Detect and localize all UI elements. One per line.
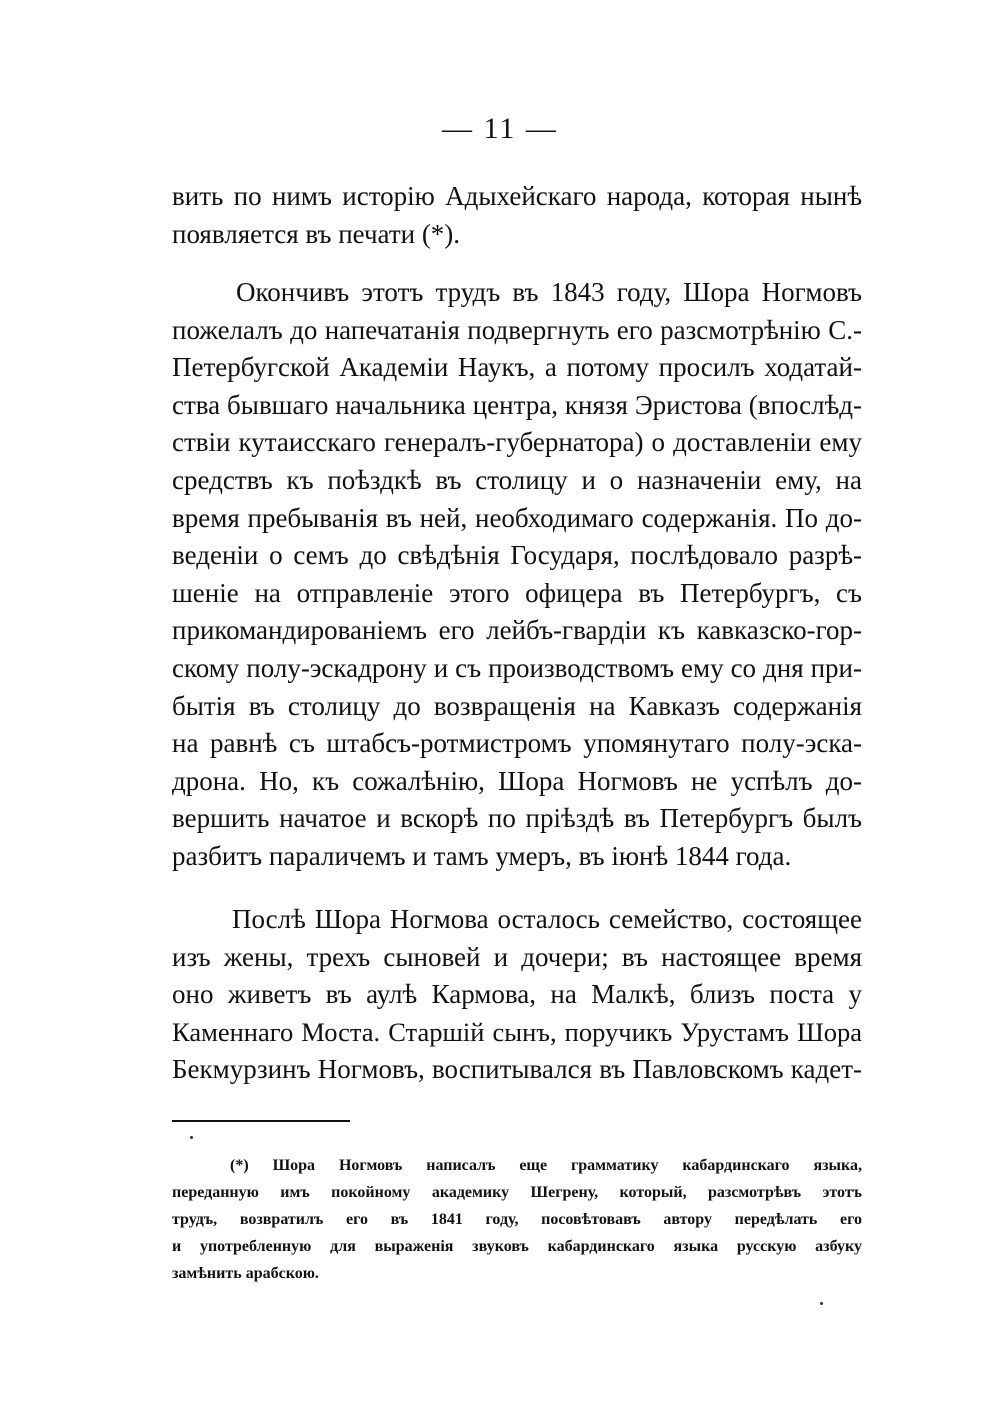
- footnote-divider: [172, 1120, 350, 1122]
- footnote-line: переданную имъ покойному академику Шегрену, который, разсмотрѣвъ этотъ: [172, 1184, 862, 1201]
- text-line: изъ жены, трехъ сыновей и дочери; въ настоящее время: [172, 941, 862, 972]
- text-line: средствъ къ поѣздкѣ въ столицу и о назначеніи ему, на: [172, 464, 862, 495]
- text-line: Послѣ Шора Ногмова осталось семейство, состоящее: [232, 904, 862, 934]
- paragraph-1: [172, 178, 862, 253]
- text-line: прикомандированіемъ его лейбъ-гвардіи къ кавказско-гор-: [172, 615, 862, 646]
- print-speck: [820, 1302, 823, 1305]
- text-line: Бекмурзинъ Ногмовъ, воспитывался въ Павловскомъ кадет-: [172, 1054, 862, 1085]
- text-line: Окончивъ этотъ трудъ въ 1843 году, Шора Ногмовъ: [236, 277, 862, 307]
- footnote: [172, 1152, 862, 1287]
- text-line: разбитъ параличемъ и тамъ умеръ, въ іюнѣ 1844 года.: [172, 840, 792, 871]
- text-line: бытія въ столицу до возвращенія на Кавказъ содержанія: [172, 690, 862, 721]
- footnote-line: замѣнить арабскою.: [172, 1265, 319, 1282]
- footnote-line: трудъ, возвратилъ его въ 1841 году, посовѣтовавъ автору передѣлать его: [172, 1211, 862, 1228]
- text-line: вить по нимъ исторію Адыхейскаго народа, которая нынѣ: [172, 181, 862, 211]
- page-number: — 11 —: [442, 112, 558, 145]
- text-line: появляется въ печати (*).: [172, 218, 461, 249]
- text-line: пожелалъ до напечатанія подвергнуть его разсмотрѣнію С.-: [172, 314, 862, 345]
- text-line: ства бывшаго начальника центра, князя Эристова (впослѣд-: [172, 389, 862, 420]
- text-line: вершить начатое и вскорѣ по пріѣздѣ въ Петербургъ былъ: [172, 803, 862, 834]
- text-line: оно живетъ въ аулѣ Кармова, на Малкѣ, близъ поста у: [172, 979, 862, 1010]
- text-line: Каменнаго Моста. Старшій сынъ, поручикъ Урустамъ Шора: [172, 1016, 862, 1047]
- text-line: дрона. Но, къ сожалѣнію, Шора Ногмовъ не успѣлъ до-: [172, 765, 862, 796]
- text-line: время пребыванія въ ней, необходимаго содержанія. По до-: [172, 502, 862, 533]
- text-line: на равнѣ съ штабсъ-ротмистромъ упомянутаго полу-эска-: [172, 728, 862, 759]
- print-speck: [190, 1136, 193, 1139]
- text-line: веденіи о семъ до свѣдѣнія Государя, послѣдовало разрѣ-: [172, 540, 862, 571]
- text-line: ствіи кутаисскаго генералъ-губернатора) о доставленіи ему: [172, 427, 862, 458]
- paragraph-3: [172, 901, 862, 1089]
- text-line: шеніе на отправленіе этого офицера въ Петербургъ, съ: [172, 577, 862, 608]
- footnote-line: (*) Шора Ногмовъ написалъ еще грамматику кабардинскаго языка,: [230, 1157, 862, 1174]
- text-line: Петербугской Академіи Наукъ, а потому просилъ ходатай-: [172, 352, 862, 383]
- footnote-line: и употребленную для выраженія звуковъ кабардинскаго языка русскую азбуку: [172, 1238, 862, 1255]
- paragraph-2: [172, 274, 862, 876]
- text-line: скому полу-эскадрону и съ производствомъ ему со дня при-: [172, 652, 862, 683]
